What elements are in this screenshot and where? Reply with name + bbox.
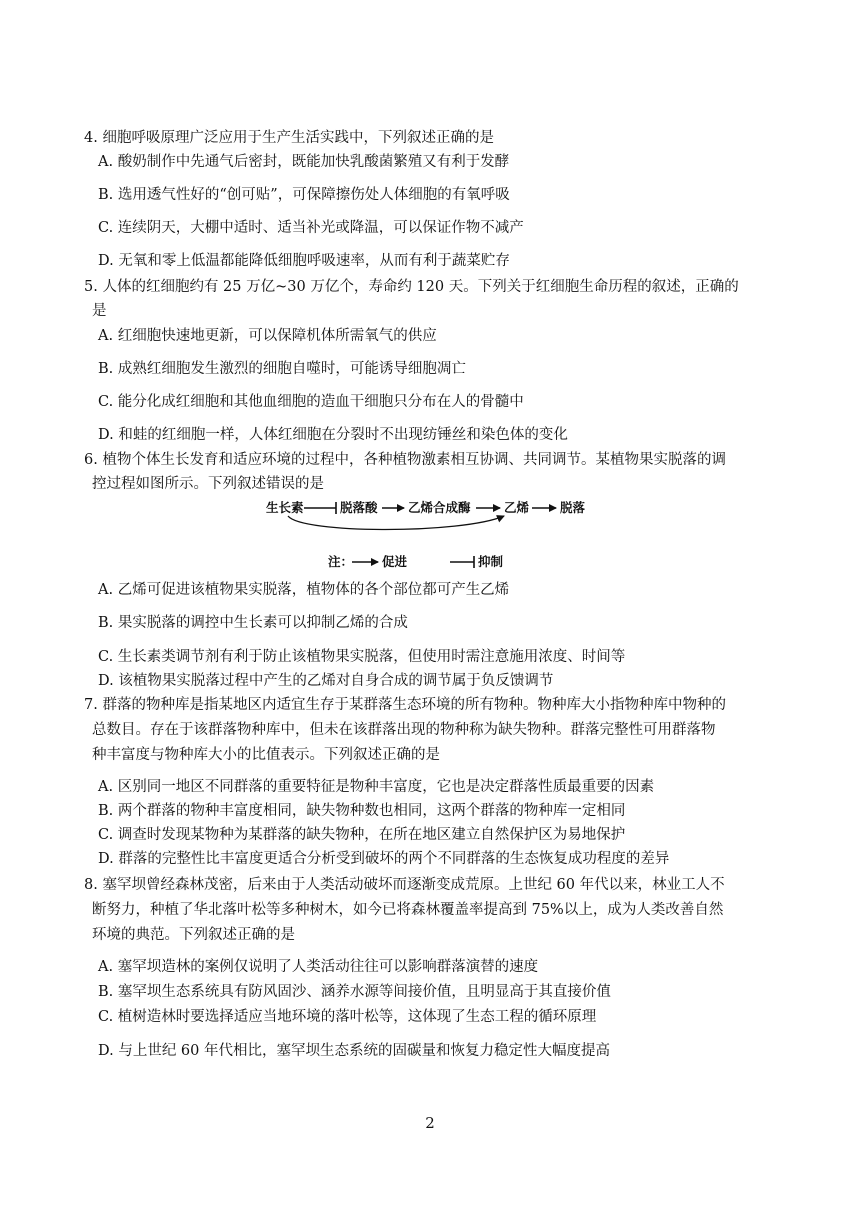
q6-option-c: C. 生长素类调节剂有利于防止该植物果实脱落，但使用时需注意施用浓度、时间等 — [98, 649, 626, 665]
legend-promote-label: 促进 — [382, 554, 408, 569]
q5-option-c: C. 能分化成红细胞和其他血细胞的造血干细胞只分布在人的骨髓中 — [98, 394, 524, 410]
legend-inhibit-label: 抑制 — [478, 554, 504, 569]
q6-option-d: D. 该植物果实脱落过程中产生的乙烯对自身合成的调节属于负反馈调节 — [98, 673, 554, 689]
q6-stem-line-1: 6. 植物个体生长发育和适应环境的过程中，各种植物激素相互协调、共同调节。某植物果实脱落的调 — [84, 452, 726, 468]
q8-stem-line-3: 环境的典范。下列叙述正确的是 — [92, 927, 295, 943]
q4-option-b: B. 选用透气性好的“创可贴”，可保障擦伤处人体细胞的有氧呼吸 — [98, 187, 510, 203]
q7-stem-line-3: 种丰富度与物种库大小的比值表示。下列叙述正确的是 — [92, 747, 440, 763]
q7-option-b: B. 两个群落的物种丰富度相同，缺失物种数也相同，这两个群落的物种库一定相同 — [98, 803, 626, 819]
node-abscission: 脱落 — [560, 500, 586, 515]
node-auxin: 生长素 — [266, 500, 304, 515]
q8-option-d: D. 与上世纪 60 年代相比，塞罕坝生态系统的固碳量和恢复力稳定性大幅度提高 — [98, 1043, 610, 1059]
node-ethylene-synthase: 乙烯合成酶 — [408, 500, 471, 515]
q4-stem-line-1: 4. 细胞呼吸原理广泛应用于生产生活实践中，下列叙述正确的是 — [84, 130, 494, 146]
node-abscisic-acid: 脱落酸 — [340, 500, 378, 515]
q5-stem-line-1: 5. 人体的红细胞约有 25 万亿~30 万亿个，寿命约 120 天。下列关于红细胞生命历程的叙述，正确的 — [84, 279, 739, 295]
q7-option-d: D. 群落的完整性比丰富度更适合分析受到破坏的两个不同群落的生态恢复成功程度的差异 — [98, 851, 670, 867]
q8-option-b: B. 塞罕坝生态系统具有防风固沙、涵养水源等间接价值，且明显高于其直接价值 — [98, 984, 611, 1000]
q7-option-a: A. 区别同一地区不同群落的重要特征是物种丰富度，它也是决定群落性质最重要的因素 — [98, 779, 655, 795]
node-ethylene: 乙烯 — [504, 500, 530, 515]
q5-option-a: A. 红细胞快速地更新，可以保障机体所需氧气的供应 — [98, 328, 437, 344]
q4-option-c: C. 连续阴天，大棚中适时、适当补光或降温，可以保证作物不减产 — [98, 220, 524, 236]
q6-option-b: B. 果实脱落的调控中生长素可以抑制乙烯的合成 — [98, 615, 408, 631]
q8-option-c: C. 植树造林时要选择适应当地环境的落叶松等，这体现了生态工程的循环原理 — [98, 1009, 597, 1025]
q8-stem-line-2: 断努力，种植了华北落叶松等多种树木，如今已将森林覆盖率提高到 75%以上，成为人类改善自然 — [92, 902, 724, 918]
q8-option-a: A. 塞罕坝造林的案例仅说明了人类活动往往可以影响群落演替的速度 — [98, 959, 539, 975]
q7-option-c: C. 调查时发现某物种为某群落的缺失物种，在所在地区建立自然保护区为易地保护 — [98, 827, 626, 843]
q7-stem-line-2: 总数目。存在于该群落物种库中，但未在该群落出现的物种称为缺失物种。群落完整性可用群落物 — [92, 722, 716, 738]
legend-prefix: 注： — [328, 554, 354, 569]
promote-arc-auxin-ethylene — [288, 516, 504, 530]
q4-option-d: D. 无氧和零上低温都能降低细胞呼吸速率，从而有利于蔬菜贮存 — [98, 253, 510, 269]
q4-option-a: A. 酸奶制作中先通气后密封，既能加快乳酸菌繁殖又有利于发酵 — [98, 154, 510, 170]
q8-stem-line-1: 8. 塞罕坝曾经森林茂密，后来由于人类活动破坏而逐渐变成荒原。上世纪 60 年代以来，林业工人不 — [84, 877, 725, 893]
q5-stem-line-2: 是 — [92, 303, 107, 319]
q6-option-a: A. 乙烯可促进该植物果实脱落，植物体的各个部位都可产生乙烯 — [98, 582, 510, 598]
page-number: 2 — [425, 1114, 435, 1132]
q5-option-d: D. 和蛙的红细胞一样，人体红细胞在分裂时不出现纺锤丝和染色体的变化 — [98, 427, 568, 443]
q6-stem-line-2: 控过程如图所示。下列叙述错误的是 — [92, 476, 324, 492]
hormone-regulation-diagram — [262, 494, 602, 576]
q5-option-b: B. 成熟红细胞发生激烈的细胞自噬时，可能诱导细胞凋亡 — [98, 361, 466, 377]
q7-stem-line-1: 7. 群落的物种库是指某地区内适宜生存于某群落生态环境的所有物种。物种库大小指物种库中物种的 — [84, 697, 726, 713]
